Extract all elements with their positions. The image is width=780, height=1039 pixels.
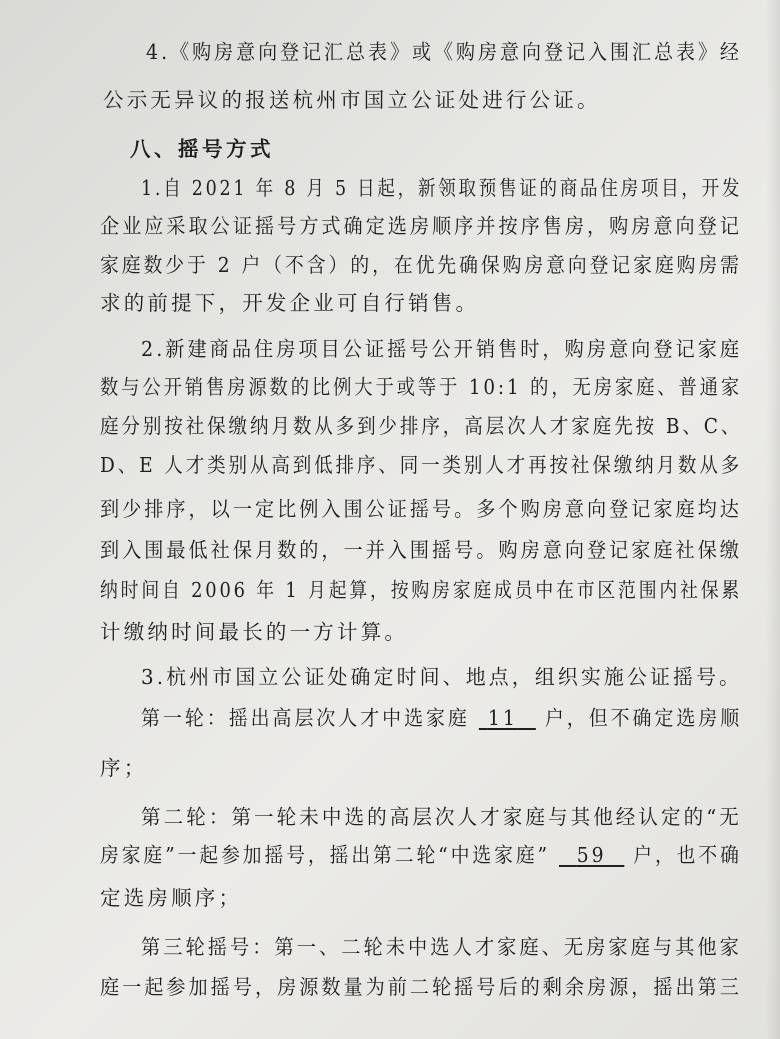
round1-count-value: 11 [487,706,518,730]
round1-count [479,706,536,730]
p3-line: 3.杭州市国立公证处确定时间、地点，组织实施公证摇号。 [141,665,743,689]
p2-line2: 数与公开销售房源数的比例大于或等于 10:1 的，无房家庭、普通家 [100,375,743,399]
round2-line2 [100,843,742,867]
p2-line8: 计缴纳时间最长的一方计算。 [100,620,409,644]
p2-line3: 庭分别按社保缴纳月数从多到少排序，高层次人才家庭先按 B、C、 [100,414,743,438]
round3-line2: 庭一起参加摇号，房源数量为前二轮摇号后的剩余房源，摇出第三 [100,975,742,999]
round2-line3: 定选房顺序； [100,886,243,910]
round1-prefix: 第一轮：摇出高层次人才中选家庭 [141,706,470,730]
p2-line6: 到入围最低社保月数的，一并入围摇号。购房意向登记家庭社保缴 [100,538,742,562]
round3-line1: 第三轮摇号：第一、二轮未中选人才家庭、无房家庭与其他家 [141,935,742,959]
section-heading: 八、摇号方式 [130,137,274,161]
p2-line4: D、E 人才类别从高到低排序、同一类别人才再按社保缴纳月数从多 [100,453,743,477]
round2-suffix: 户，也不确 [633,843,742,867]
item4-line2: 公示无异议的报送杭州市国立公证处进行公证。 [103,88,601,112]
page-edge-shadow [766,0,780,1039]
round1-line1 [141,706,742,730]
round2-count-value: 59 [576,843,607,867]
p1-line4: 求的前提下，开发企业可自行销售。 [100,291,480,315]
round2-count [559,843,624,867]
p2-line5: 到少排序，以一定比例入围公证摇号。多个购房意向登记家庭均达 [100,497,742,521]
p1-line2: 企业应采取公证摇号方式确定选房顺序并按序售房，购房意向登记 [100,214,742,238]
p2-line7: 纳时间自 2006 年 1 月起算，按购房家庭成员中在市区范围内社保累 [100,578,743,602]
round2-line1: 第二轮：第一轮未中选的高层次人才家庭与其他经认定的“无 [141,805,742,829]
round1-line2: 序； [100,756,148,780]
round2-prefix: 房家庭”一起参加摇号，摇出第二轮“中选家庭” [100,843,551,867]
p1-line1: 1.自 2021 年 8 月 5 日起，新领取预售证的商品住房项目，开发 [141,176,743,200]
p1-line3: 家庭数少于 2 户（不含）的，在优先确保购房意向登记家庭购房需 [100,253,742,277]
round1-suffix: 户，但不确定选房顺 [544,706,743,730]
p2-line1: 2.新建商品住房项目公证摇号公开销售时，购房意向登记家庭 [141,337,743,361]
item4-line1: 4.《购房意向登记汇总表》或《购房意向登记入围汇总表》经 [146,40,742,64]
